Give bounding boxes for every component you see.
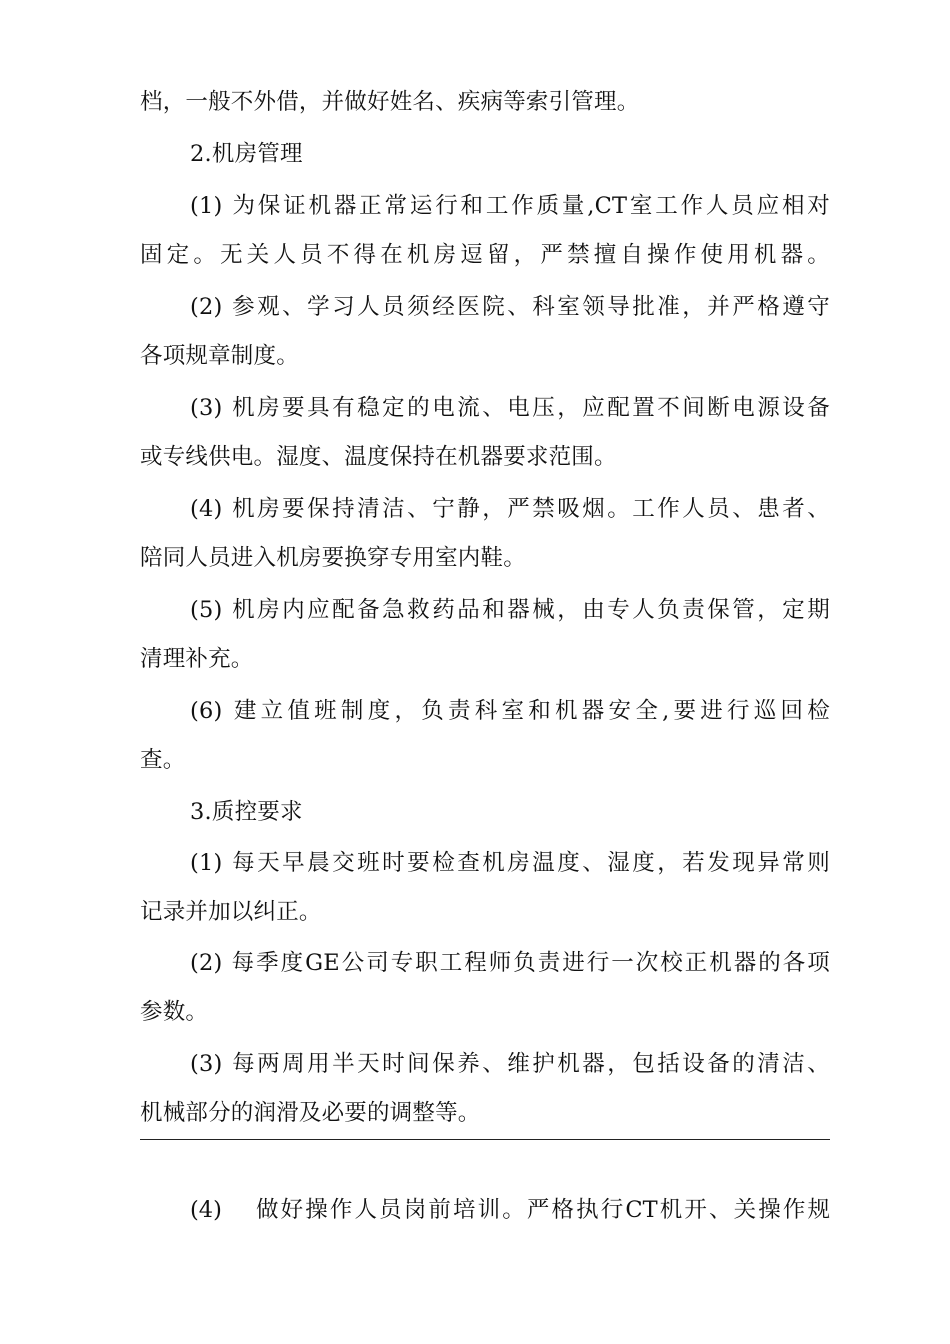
- text-line: 清理补充。: [140, 646, 254, 672]
- text-line: (3) 机房要具有稳定的电流、电压，应配置不间断电源设备: [190, 395, 830, 421]
- text-line: 陪同人员进入机房要换穿专用室内鞋。: [140, 545, 526, 571]
- text-line: 机械部分的润滑及必要的调整等。: [140, 1100, 481, 1126]
- text-line: 参数。: [140, 999, 209, 1025]
- page-divider: [140, 1139, 830, 1140]
- text-line: 记录并加以纠正。: [140, 899, 322, 925]
- section-heading: 3.质控要求: [190, 799, 303, 825]
- text-line: (3) 每两周用半天时间保养、维护机器，包括设备的清洁、: [190, 1051, 830, 1077]
- text-line: (4) 机房要保持清洁、宁静，严禁吸烟。工作人员、患者、: [190, 496, 830, 522]
- text-line: (2) 参观、学习人员须经医院、科室领导批准，并严格遵守: [190, 294, 830, 320]
- section-heading: 2.机房管理: [190, 141, 303, 167]
- text-line: 或专线供电。湿度、温度保持在机器要求范围。: [140, 444, 617, 470]
- list-item-number: (4): [190, 1197, 222, 1223]
- text-line: (2) 每季度GE公司专职工程师负责进行一次校正机器的各项: [190, 950, 830, 976]
- text-line: 做好操作人员岗前培训。严格执行CT机开、关操作规: [256, 1197, 830, 1223]
- text-line: (5) 机房内应配备急救药品和器械，由专人负责保管，定期: [190, 597, 830, 623]
- text-line: 各项规章制度。: [140, 343, 299, 369]
- text-line: (1) 每天早晨交班时要检查机房温度、湿度，若发现异常则: [190, 850, 830, 876]
- text-line: 固定。无关人员不得在机房逗留，严禁擅自操作使用机器。: [140, 242, 830, 268]
- text-line: 档，一般不外借，并做好姓名、疾病等索引管理。: [140, 89, 640, 115]
- text-line: (6) 建立值班制度，负责科室和机器安全,要进行巡回检: [190, 698, 830, 724]
- text-line: (1) 为保证机器正常运行和工作质量,CT室工作人员应相对: [190, 193, 830, 219]
- text-line: 查。: [140, 747, 186, 773]
